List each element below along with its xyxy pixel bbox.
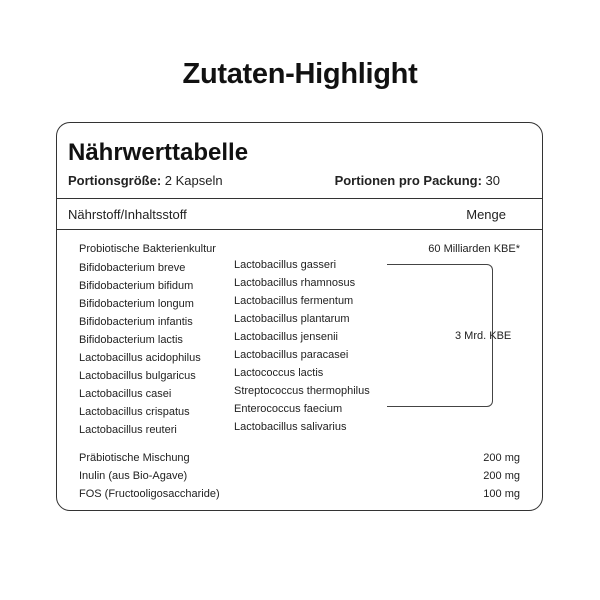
strain-group-amount: 3 Mrd. KBE — [455, 330, 512, 342]
serving-size — [68, 173, 223, 188]
culture-label: Probiotische Bakterienkultur — [79, 243, 216, 255]
strain-left: Bifidobacterium lactis — [79, 334, 183, 346]
strain-left: Bifidobacterium breve — [79, 262, 186, 274]
strain-right: Lactobacillus gasseri — [234, 259, 337, 271]
culture-amount: 60 Milliarden KBE* — [428, 243, 520, 255]
strain-right: Lactococcus lactis — [234, 367, 324, 379]
strain-left: Bifidobacterium bifidum — [79, 280, 194, 292]
serving-size-label: Portionsgröße: — [68, 173, 162, 188]
extra-ingredient-amount: 200 mg — [483, 470, 520, 482]
strain-right: Enterococcus faecium — [234, 403, 343, 415]
strain-right: Lactobacillus fermentum — [234, 295, 354, 307]
page-title: Zutaten-Highlight — [182, 58, 418, 90]
strain-left: Lactobacillus crispatus — [79, 406, 190, 418]
strain-right: Lactobacillus salivarius — [234, 421, 347, 433]
extra-ingredient-label: Präbiotische Mischung — [79, 452, 190, 464]
strain-right: Lactobacillus plantarum — [234, 313, 350, 325]
serving-size-value: 2 Kapseln — [164, 173, 223, 188]
extra-ingredient-label: Inulin (aus Bio-Agave) — [79, 470, 188, 482]
strain-right: Lactobacillus jensenii — [234, 331, 338, 343]
servings-per-pack-label: Portionen pro Packung: — [334, 173, 482, 188]
servings-per-pack — [335, 173, 500, 188]
strain-left: Bifidobacterium longum — [79, 298, 194, 310]
strain-left: Lactobacillus acidophilus — [79, 352, 201, 364]
strain-right: Streptococcus thermophilus — [234, 385, 370, 397]
extra-ingredient-label: FOS (Fructooligosaccharide) — [79, 488, 220, 500]
strain-left: Lactobacillus bulgaricus — [79, 370, 196, 382]
strain-right: Lactobacillus rhamnosus — [234, 277, 356, 289]
divider-top — [57, 198, 542, 199]
divider-header — [57, 229, 542, 230]
nutrition-table-card — [56, 122, 543, 511]
strain-left: Lactobacillus casei — [79, 388, 172, 400]
strain-right: Lactobacillus paracasei — [234, 349, 349, 361]
extra-ingredient-amount: 100 mg — [483, 488, 520, 500]
strain-left: Bifidobacterium infantis — [79, 316, 193, 328]
column-header-nutrient: Nährstoff/Inhaltsstoff — [68, 207, 187, 222]
servings-per-pack-value: 30 — [485, 173, 500, 188]
column-header-amount: Menge — [466, 207, 506, 222]
extra-ingredient-amount: 200 mg — [483, 452, 520, 464]
table-title: Nährwerttabelle — [68, 139, 249, 166]
strain-left: Lactobacillus reuteri — [79, 424, 177, 436]
